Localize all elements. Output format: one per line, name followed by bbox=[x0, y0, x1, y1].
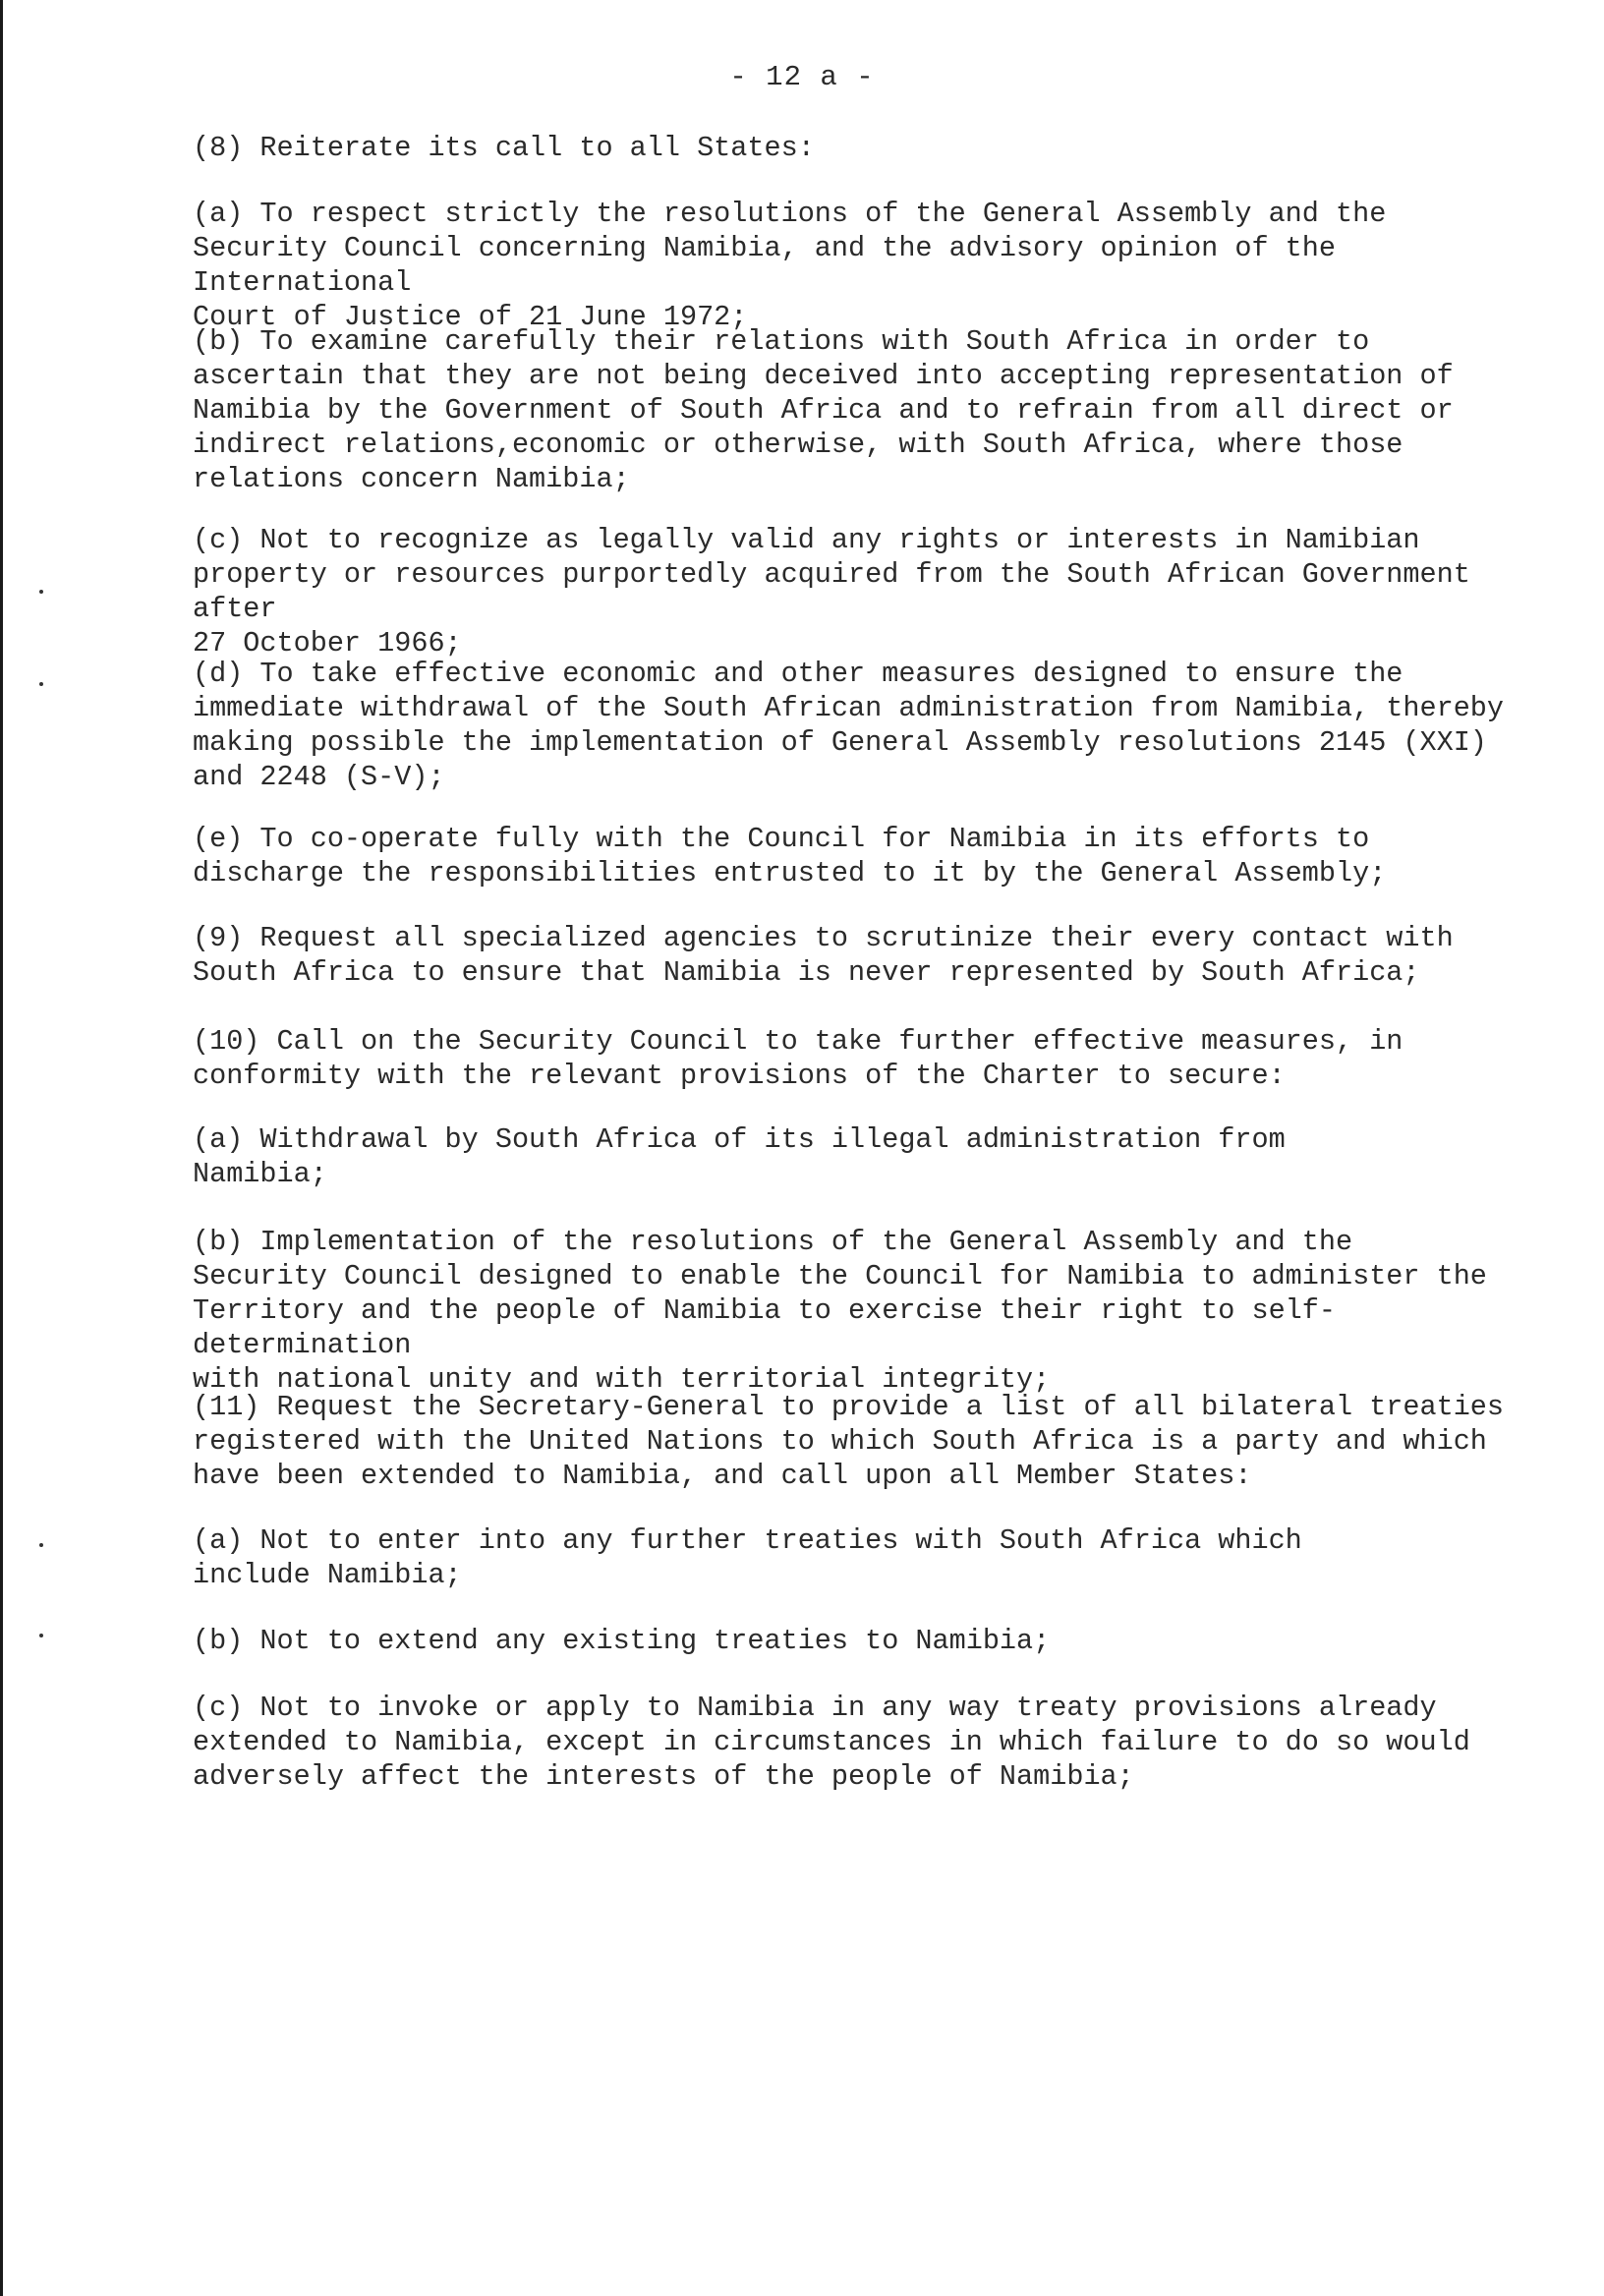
paragraph-10: (10) Call on the Security Council to take further effective measures, in conformity with the relevant provisions of the Charter to secure: bbox=[193, 1025, 1404, 1092]
paragraph-8: (8) Reiterate its call to all States: bbox=[193, 132, 815, 164]
paragraph-11c: (c) Not to invoke or apply to Namibia in any way treaty provisions already extended to Namibia, except in circumstances in which failure to do so would adversely affect the interests of the people of Namibia; bbox=[193, 1692, 1470, 1793]
paragraph-10a: (a) Withdrawal by South Africa of its illegal administration from Namibia; bbox=[193, 1123, 1286, 1190]
paragraph-8a: (a) To respect strictly the resolutions of the General Assembly and the Security Council concerning Namibia, and the advisory opinion of the International Court of Justice of 21 June 1972; bbox=[193, 198, 1387, 333]
scan-speck bbox=[39, 1543, 43, 1547]
paragraph-11: (11) Request the Secretary-General to provide a list of all bilateral treaties registered with the United Nations to which South Africa is a party and which have been extended to Namibia, and call upon all Member States: bbox=[193, 1391, 1505, 1492]
paragraph-8e: (e) To co-operate fully with the Council for Namibia in its efforts to discharge the responsibilities entrusted to it by the General Assembly; bbox=[193, 823, 1387, 890]
scan-speck bbox=[39, 1634, 43, 1637]
paragraph-11b: (b) Not to extend any existing treaties to Namibia; bbox=[193, 1625, 1051, 1657]
paragraph-9: (9) Request all specialized agencies to scrutinize their every contact with South Africa to ensure that Namibia is never represented by South Africa; bbox=[193, 922, 1454, 989]
scan-speck bbox=[39, 682, 43, 686]
page-number: - 12 a - bbox=[729, 61, 875, 93]
scan-speck bbox=[39, 590, 43, 594]
paragraph-10b: (b) Implementation of the resolutions of the General Assembly and the Security Council designed to enable the Council for Namibia to administer the Territory and the people of Namibia to exercise their right to self-determination with national unity and with territorial integrity; bbox=[193, 1226, 1487, 1396]
scan-left-edge bbox=[0, 0, 3, 2296]
paragraph-11a: (a) Not to enter into any further treaties with South Africa which include Namibia; bbox=[193, 1524, 1302, 1591]
paragraph-8b: (b) To examine carefully their relations with South Africa in order to ascertain that they are not being deceived into accepting representation of Namibia by the Government of South Africa and to refrain from all direct or indirect relations,economic or otherwise, with South Africa, where those relations concern Namibia; bbox=[193, 325, 1454, 495]
paragraph-8c: (c) Not to recognize as legally valid any rights or interests in Namibian property or resources purportedly acquired from the South African Government after 27 October 1966; bbox=[193, 524, 1470, 660]
paragraph-8d: (d) To take effective economic and other measures designed to ensure the immediate withdrawal of the South African administration from Namibia, thereby making possible the implementation of General Assembly resolutions 2145 (XXI) and 2248 (S-V); bbox=[193, 658, 1505, 793]
